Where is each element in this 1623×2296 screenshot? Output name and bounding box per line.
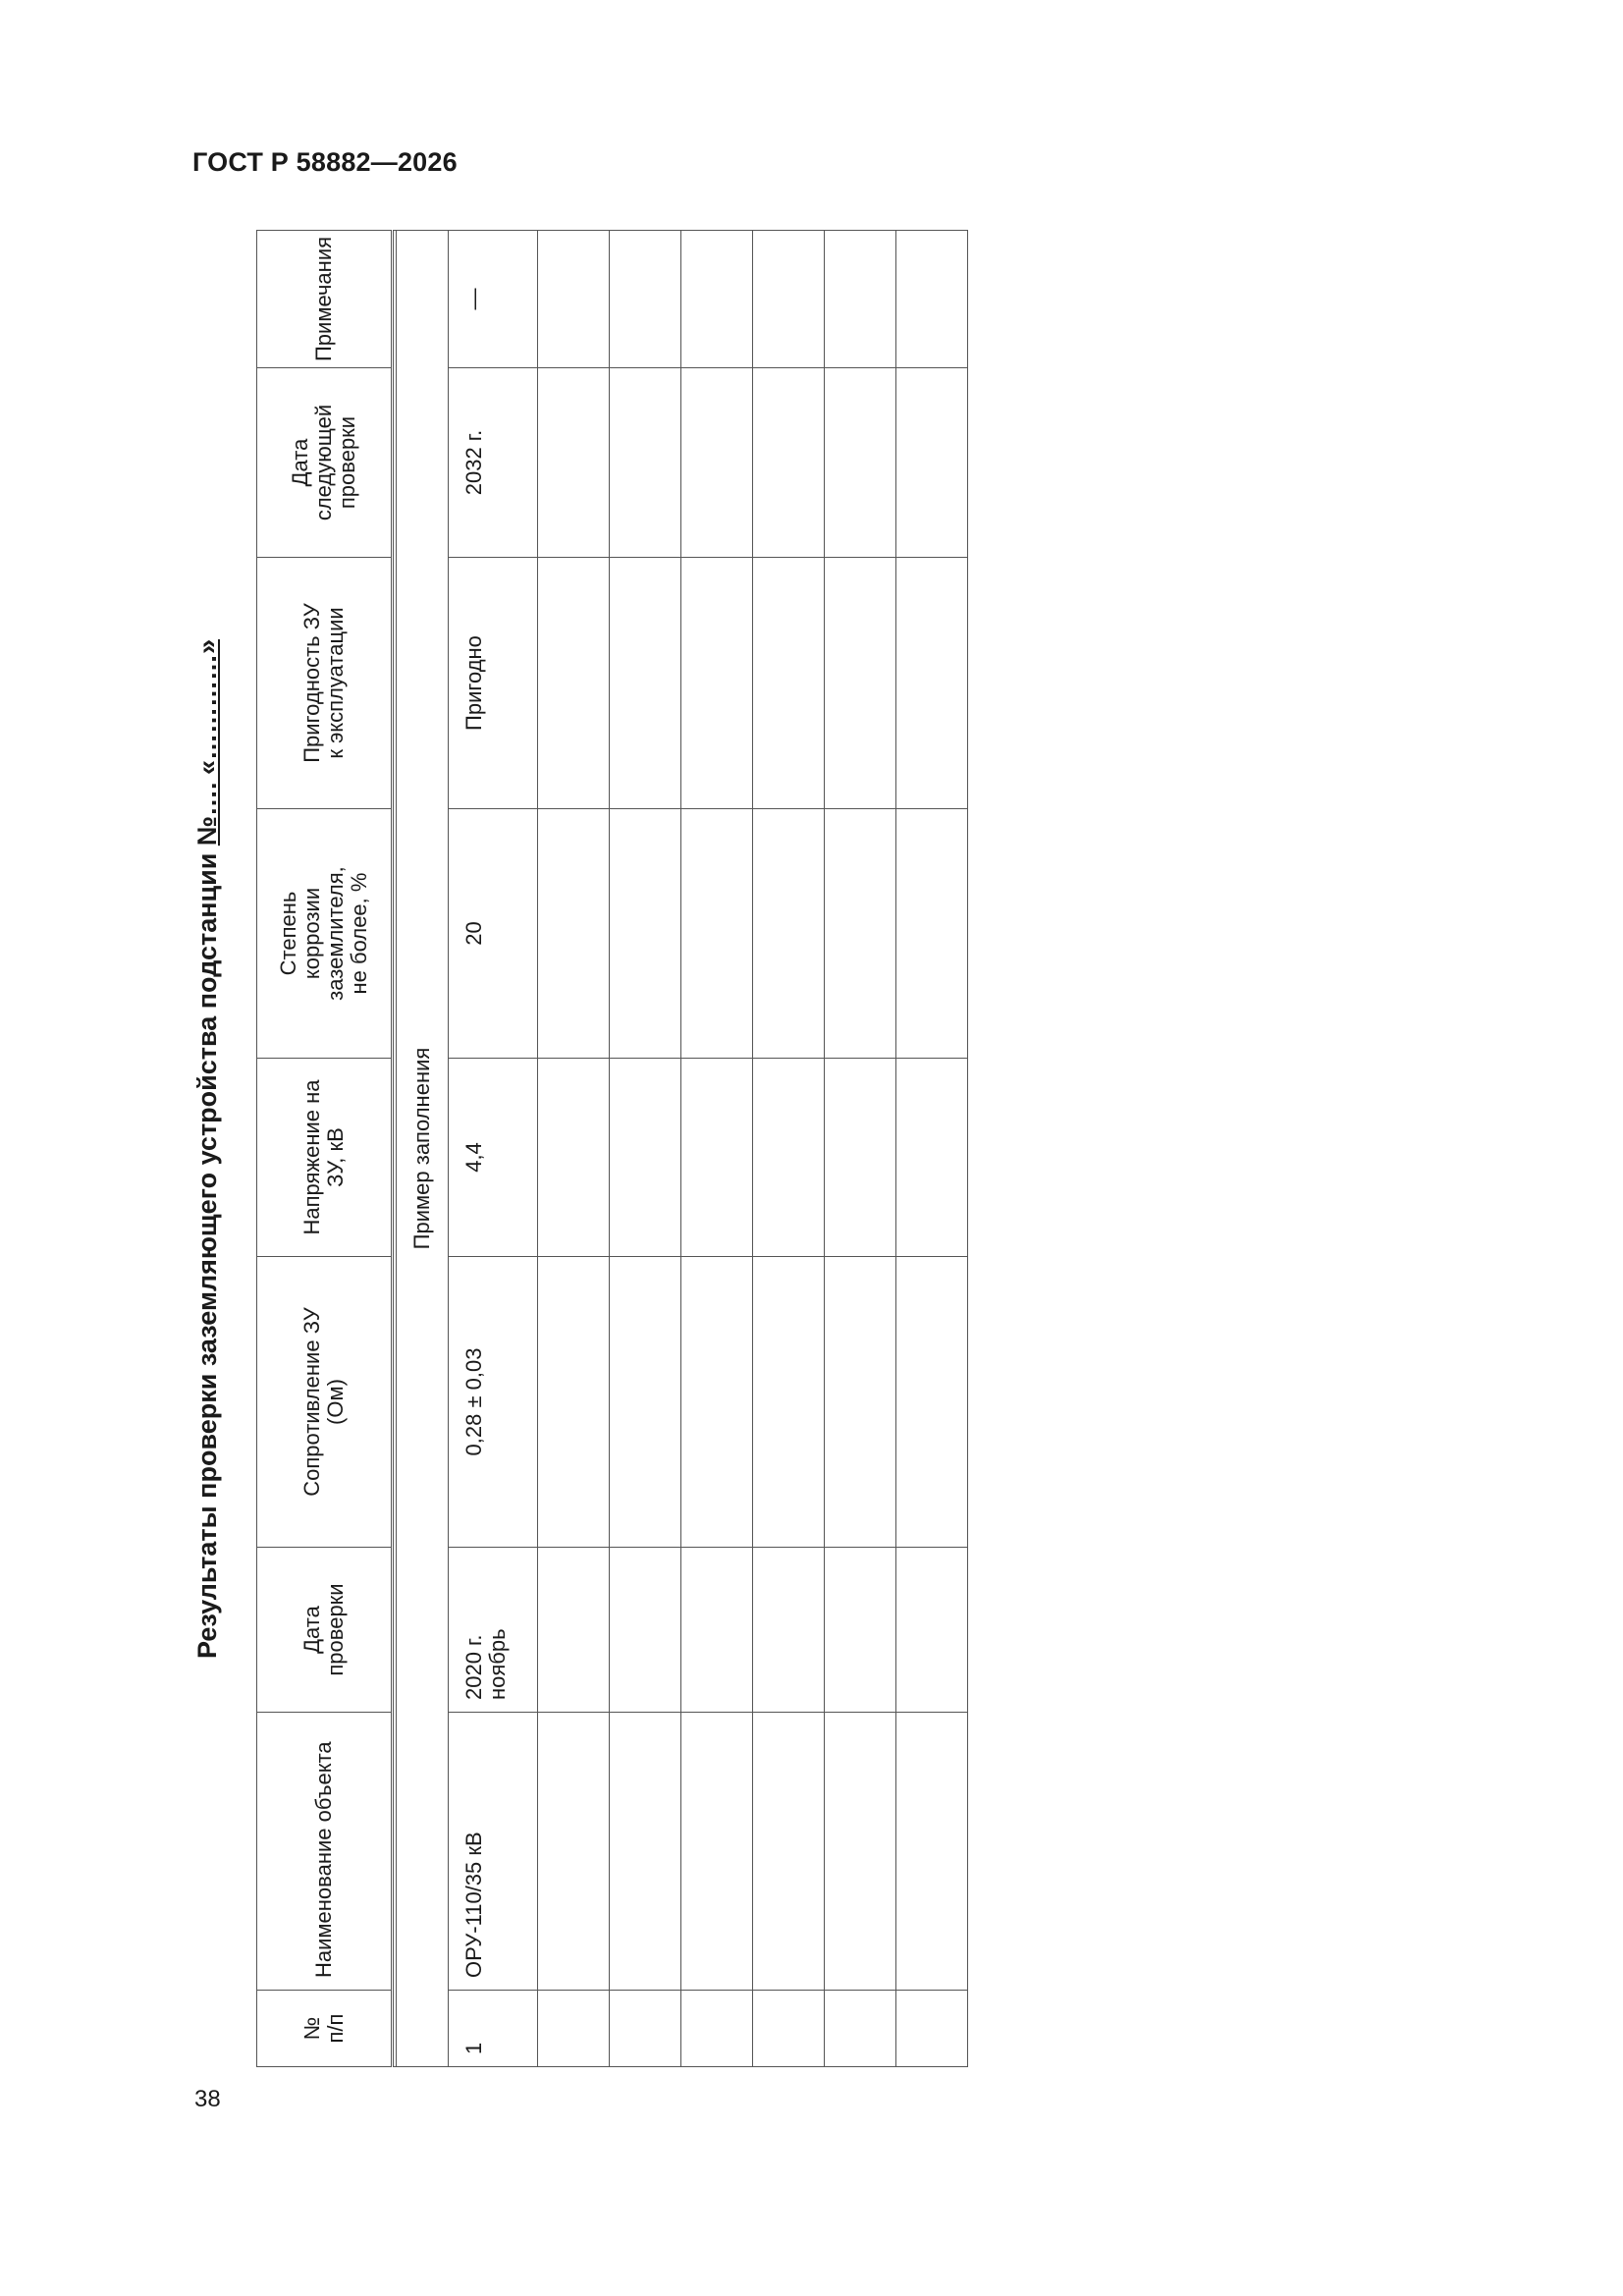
empty-cell — [538, 1713, 610, 1991]
page-number: 38 — [194, 2086, 221, 2112]
empty-cell — [753, 1257, 825, 1548]
column-header-object-name: Наименование объекта — [257, 1713, 393, 1991]
cell-resistance: 0,28 ± 0,03 — [449, 1257, 538, 1548]
table-row — [681, 231, 753, 2067]
rotated-table-block — [192, 231, 939, 2067]
empty-cell — [825, 1713, 896, 1991]
empty-cell — [825, 809, 896, 1059]
empty-cell — [610, 1713, 681, 1991]
header-row — [257, 231, 393, 2067]
empty-cell — [753, 368, 825, 558]
table-title — [192, 231, 223, 2067]
empty-cell — [610, 1548, 681, 1713]
results-table — [256, 230, 968, 2067]
table-row — [538, 231, 610, 2067]
empty-cell — [825, 368, 896, 558]
empty-cell — [896, 368, 968, 558]
empty-cell — [896, 1713, 968, 1991]
table-row — [449, 231, 538, 2067]
column-header-voltage: Напряжение на ЗУ, кВ — [257, 1059, 393, 1257]
empty-cell — [753, 1713, 825, 1991]
empty-cell — [538, 809, 610, 1059]
table-row — [753, 231, 825, 2067]
empty-cell — [825, 558, 896, 809]
empty-cell — [538, 1548, 610, 1713]
empty-cell — [610, 1991, 681, 2067]
table-row — [896, 231, 968, 2067]
empty-cell — [610, 231, 681, 368]
column-header-check-date: Дата проверки — [257, 1548, 393, 1713]
empty-cell — [896, 809, 968, 1059]
cell-next-check-date: 2032 г. — [449, 368, 538, 558]
empty-cell — [610, 809, 681, 1059]
empty-cell — [753, 809, 825, 1059]
cell-object-name: ОРУ-110/35 кВ — [449, 1713, 538, 1991]
table-title-placeholder: №…. «…………» — [192, 639, 222, 847]
empty-cell — [753, 1548, 825, 1713]
column-header-resistance: Сопротивление ЗУ (Ом) — [257, 1257, 393, 1548]
empty-cell — [538, 368, 610, 558]
cell-corrosion: 20 — [449, 809, 538, 1059]
empty-cell — [681, 809, 753, 1059]
empty-cell — [681, 1991, 753, 2067]
empty-cell — [896, 1059, 968, 1257]
empty-cell — [896, 231, 968, 368]
empty-cell — [681, 1713, 753, 1991]
example-label-cell: Пример заполнения — [397, 231, 449, 2067]
empty-cell — [896, 1257, 968, 1548]
empty-cell — [538, 558, 610, 809]
empty-cell — [681, 231, 753, 368]
empty-cell — [538, 231, 610, 368]
table-title-prefix: Результаты проверки заземляющего устройства подстанции — [192, 846, 222, 1659]
column-header-notes: Примечания — [257, 231, 393, 368]
column-header-suitability: Пригодность ЗУ к эксплуатации — [257, 558, 393, 809]
empty-cell — [825, 231, 896, 368]
empty-cell — [825, 1548, 896, 1713]
empty-cell — [896, 1548, 968, 1713]
column-header-number: № п/п — [257, 1991, 393, 2067]
empty-cell — [753, 558, 825, 809]
empty-cell — [825, 1991, 896, 2067]
empty-cell — [681, 558, 753, 809]
column-header-next-check-date: Дата следующей проверки — [257, 368, 393, 558]
empty-cell — [825, 1257, 896, 1548]
empty-cell — [896, 558, 968, 809]
empty-cell — [538, 1059, 610, 1257]
cell-check-date: 2020 г. ноябрь — [449, 1548, 538, 1713]
empty-cell — [896, 1991, 968, 2067]
empty-cell — [610, 558, 681, 809]
empty-cell — [681, 1059, 753, 1257]
table-row — [610, 231, 681, 2067]
empty-cell — [753, 1059, 825, 1257]
cell-number: 1 — [449, 1991, 538, 2067]
empty-cell — [538, 1991, 610, 2067]
empty-cell — [538, 1257, 610, 1548]
cell-suitability: Пригодно — [449, 558, 538, 809]
table-row — [825, 231, 896, 2067]
cell-notes: — — [449, 231, 538, 368]
empty-cell — [610, 368, 681, 558]
document-header: ГОСТ Р 58882—2026 — [192, 147, 458, 177]
empty-cell — [610, 1257, 681, 1548]
empty-cell — [753, 231, 825, 368]
empty-cell — [681, 1548, 753, 1713]
empty-cell — [825, 1059, 896, 1257]
column-header-corrosion: Степень коррозии заземлителя, не более, % — [257, 809, 393, 1059]
empty-cell — [681, 368, 753, 558]
empty-cell — [681, 1257, 753, 1548]
empty-cell — [610, 1059, 681, 1257]
cell-voltage: 4,4 — [449, 1059, 538, 1257]
empty-cell — [753, 1991, 825, 2067]
example-label-row — [397, 231, 449, 2067]
